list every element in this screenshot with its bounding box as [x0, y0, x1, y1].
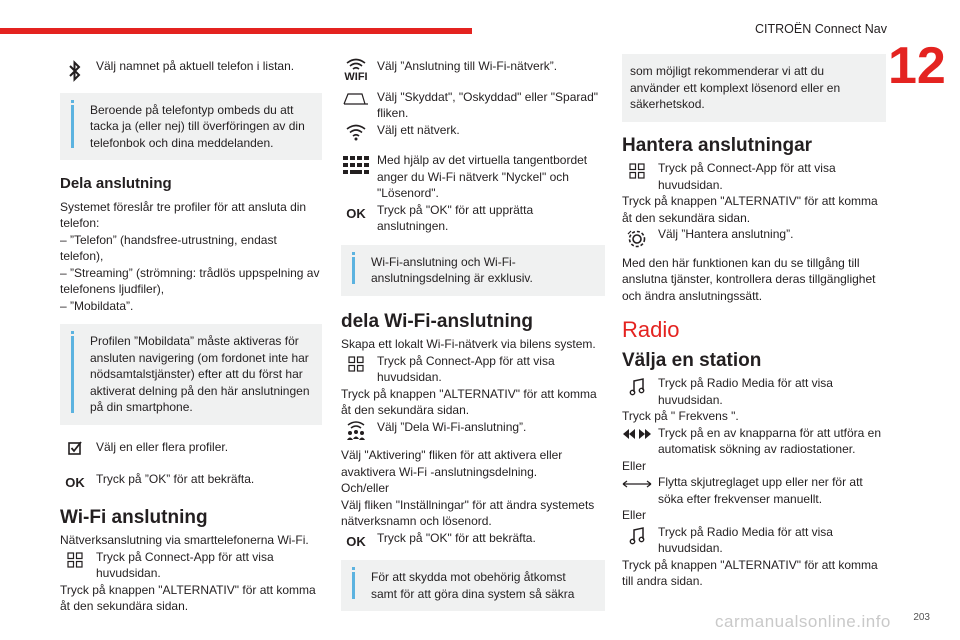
- info-box-exclusive: [341, 245, 605, 296]
- chapter-number: 12: [888, 37, 946, 95]
- paragraph: Tryck på knappen "ALTERNATIV" för att komma till andra sidan.: [622, 557, 878, 588]
- heading-dela-wifi: dela Wi-Fi-anslutning: [341, 310, 533, 332]
- wifi-share-icon: [341, 420, 371, 444]
- step-connect-app: [60, 549, 322, 582]
- step-share-wifi: [341, 419, 605, 436]
- wifi-icon: [341, 58, 371, 83]
- step-text: Tryck på en av knapparna för att utföra en automatisk sökning av radiostationer.: [658, 425, 882, 456]
- paragraph: Eller: [622, 508, 647, 522]
- info-text: Profilen ”Mobildata” måste aktiveras för ansluten navigering (om fordonet inte har nödsamtalstjänster) efter att du först har aktiverat delning på den här anslutningen på din smartphone.: [90, 334, 310, 414]
- paragraph: Tryck på knappen "ALTERNATIV" för att komma åt den sekundära sidan.: [341, 386, 597, 417]
- heading-dela-anslutning: Dela anslutning: [60, 175, 172, 192]
- info-box-security-cont: [622, 54, 886, 122]
- step-text: Tryck på ”OK” för att bekräfta.: [96, 472, 255, 486]
- step-slider: [622, 474, 886, 507]
- info-text: Beroende på telefontyp ombeds du att tacka ja (eller nej) till överföringen av din telefonbok och dina meddelanden.: [90, 102, 305, 150]
- keyboard-icon: [341, 156, 371, 174]
- column-2: [341, 52, 605, 617]
- step-confirm-ok: [60, 471, 322, 488]
- step-manage-connection: [622, 226, 886, 243]
- step-connect-app: [622, 160, 886, 193]
- header-title: CITROËN Connect Nav: [755, 22, 887, 36]
- header-red-bar: [0, 28, 472, 34]
- info-box-phonebook: [60, 93, 322, 161]
- info-box-mobildata: [60, 324, 322, 425]
- apps-grid-icon: [622, 163, 652, 179]
- paragraph: Tryck på knappen "ALTERNATIV" för att komma åt den sekundära sidan.: [622, 194, 878, 225]
- tab-icon: [341, 91, 371, 105]
- wifi-signal-icon: [341, 123, 371, 141]
- music-note-icon: [622, 527, 652, 545]
- step-select-profiles: [60, 439, 322, 456]
- step-text: Tryck på "OK" för att upprätta anslutningen.: [377, 202, 534, 233]
- step-text: Tryck på Connect-App för att visa huvudsidan.: [96, 549, 274, 580]
- step-wifi-network: [341, 58, 605, 83]
- step-text: Tryck på Connect-App för att visa huvudsidan.: [377, 353, 555, 384]
- ok-icon: OK: [346, 533, 366, 549]
- paragraph: Välj fliken "Inställningar" för att ändra systemets nätverksnamn och lösenord.: [341, 497, 595, 528]
- info-text: För att skydda mot obehörig åtkomst samt för att göra dina system så säkra: [371, 570, 575, 601]
- apps-grid-icon: [60, 552, 90, 568]
- ok-icon: OK: [65, 475, 85, 490]
- step-text: Välj ett nätverk.: [377, 122, 460, 137]
- heading-radio: Radio: [622, 317, 680, 342]
- gear-icon: [622, 228, 652, 250]
- column-3: [622, 52, 886, 590]
- paragraph: Nätverksanslutning via smarttelefonerna Wi-Fi.: [60, 533, 309, 547]
- checkbox-icon: [60, 440, 90, 456]
- step-keyboard: [341, 152, 605, 202]
- paragraph: Tryck på knappen "ALTERNATIV" för att komma åt den sekundära sidan.: [60, 582, 316, 613]
- info-box-security: [341, 560, 605, 611]
- list-item: – ”Mobildata”.: [60, 298, 134, 313]
- step-text: Tryck på Radio Media för att visa huvudsidan.: [658, 524, 833, 555]
- step-select-network: [341, 122, 605, 139]
- slider-arrows-icon: [622, 479, 652, 489]
- column-1: [60, 52, 322, 615]
- paragraph: Och/eller: [341, 481, 390, 495]
- step-select-phone: [60, 58, 322, 75]
- step-select-tab: [341, 89, 605, 122]
- step-auto-search: [622, 425, 886, 458]
- heading-hantera: Hantera anslutningar: [622, 134, 813, 156]
- step-ok-connect: [341, 202, 605, 235]
- step-text: Flytta skjutreglaget upp eller ner för att söka efter frekvenser manuellt.: [658, 475, 863, 506]
- info-text: som möjligt rekommenderar vi att du använder ett komplext lösenord eller en säkerhetskod.: [630, 64, 841, 111]
- step-text: Välj ”Hantera anslutning”.: [658, 227, 794, 241]
- step-connect-app: [341, 353, 605, 386]
- wifi-label: WIFI: [344, 71, 368, 83]
- heading-wifi-anslutning: Wi-Fi anslutning: [60, 506, 208, 528]
- heading-valja-station: Välja en station: [622, 349, 762, 371]
- paragraph: Skapa ett lokalt Wi-Fi-nätverk via bilens system.: [341, 337, 596, 351]
- ok-icon: OK: [346, 205, 366, 221]
- page-number: 203: [913, 612, 930, 623]
- step-text: Med hjälp av det virtuella tangentbordet anger du Wi-Fi nätverk "Nyckel" och "Lösenord".: [377, 153, 588, 200]
- info-icon: [71, 331, 74, 334]
- paragraph: Tryck på " Frekvens ".: [622, 409, 739, 423]
- info-icon: [71, 100, 74, 103]
- info-icon: [352, 567, 355, 570]
- step-text: Välj namnet på aktuell telefon i listan.: [96, 59, 295, 73]
- step-text: Välj ”Anslutning till Wi-Fi-nätverk”.: [377, 59, 558, 73]
- step-text: Välj ”Dela Wi-Fi-anslutning”.: [377, 419, 527, 434]
- list-item: – ”Streaming” (strömning: trådlös uppspelning av telefonens ljudfiler),: [60, 265, 320, 296]
- step-radio-media: [622, 375, 886, 408]
- step-text: Tryck på "OK" för att bekräfta.: [377, 530, 536, 545]
- list-item: – ”Telefon” (handsfree-utrustning, endast telefon),: [60, 232, 277, 263]
- step-text: Välj en eller flera profiler.: [96, 439, 229, 454]
- apps-grid-icon: [341, 356, 371, 372]
- paragraph: Med den här funktionen kan du se tillgång till anslutna tjänster, kontrollera deras tillgänglighet och ändra anslutningssätt.: [622, 255, 876, 303]
- info-icon: [352, 252, 355, 255]
- step-text: Tryck på Connect-App för att visa huvudsidan.: [658, 161, 836, 192]
- music-note-icon: [622, 378, 652, 396]
- paragraph: Systemet föreslår tre profiler för att ansluta din telefon:: [60, 199, 307, 230]
- step-radio-media-2: [622, 524, 886, 557]
- paragraph: Eller: [622, 458, 647, 473]
- step-confirm-ok: [341, 530, 605, 547]
- info-text: Wi-Fi-anslutning och Wi-Fi-anslutningsdelning är exklusiv.: [371, 254, 533, 285]
- step-text: Välj "Skyddat", "Oskyddad" eller "Sparad" fliken.: [377, 89, 598, 120]
- paragraph: Välj "Aktivering" fliken för att aktivera eller avaktivera Wi-Fi -anslutningsdelning.: [341, 448, 563, 479]
- watermark: carmanualsonline.info: [715, 612, 891, 631]
- seek-arrows-icon: [622, 428, 652, 440]
- step-text: Tryck på Radio Media för att visa huvudsidan.: [658, 376, 833, 407]
- bluetooth-icon: [60, 60, 90, 82]
